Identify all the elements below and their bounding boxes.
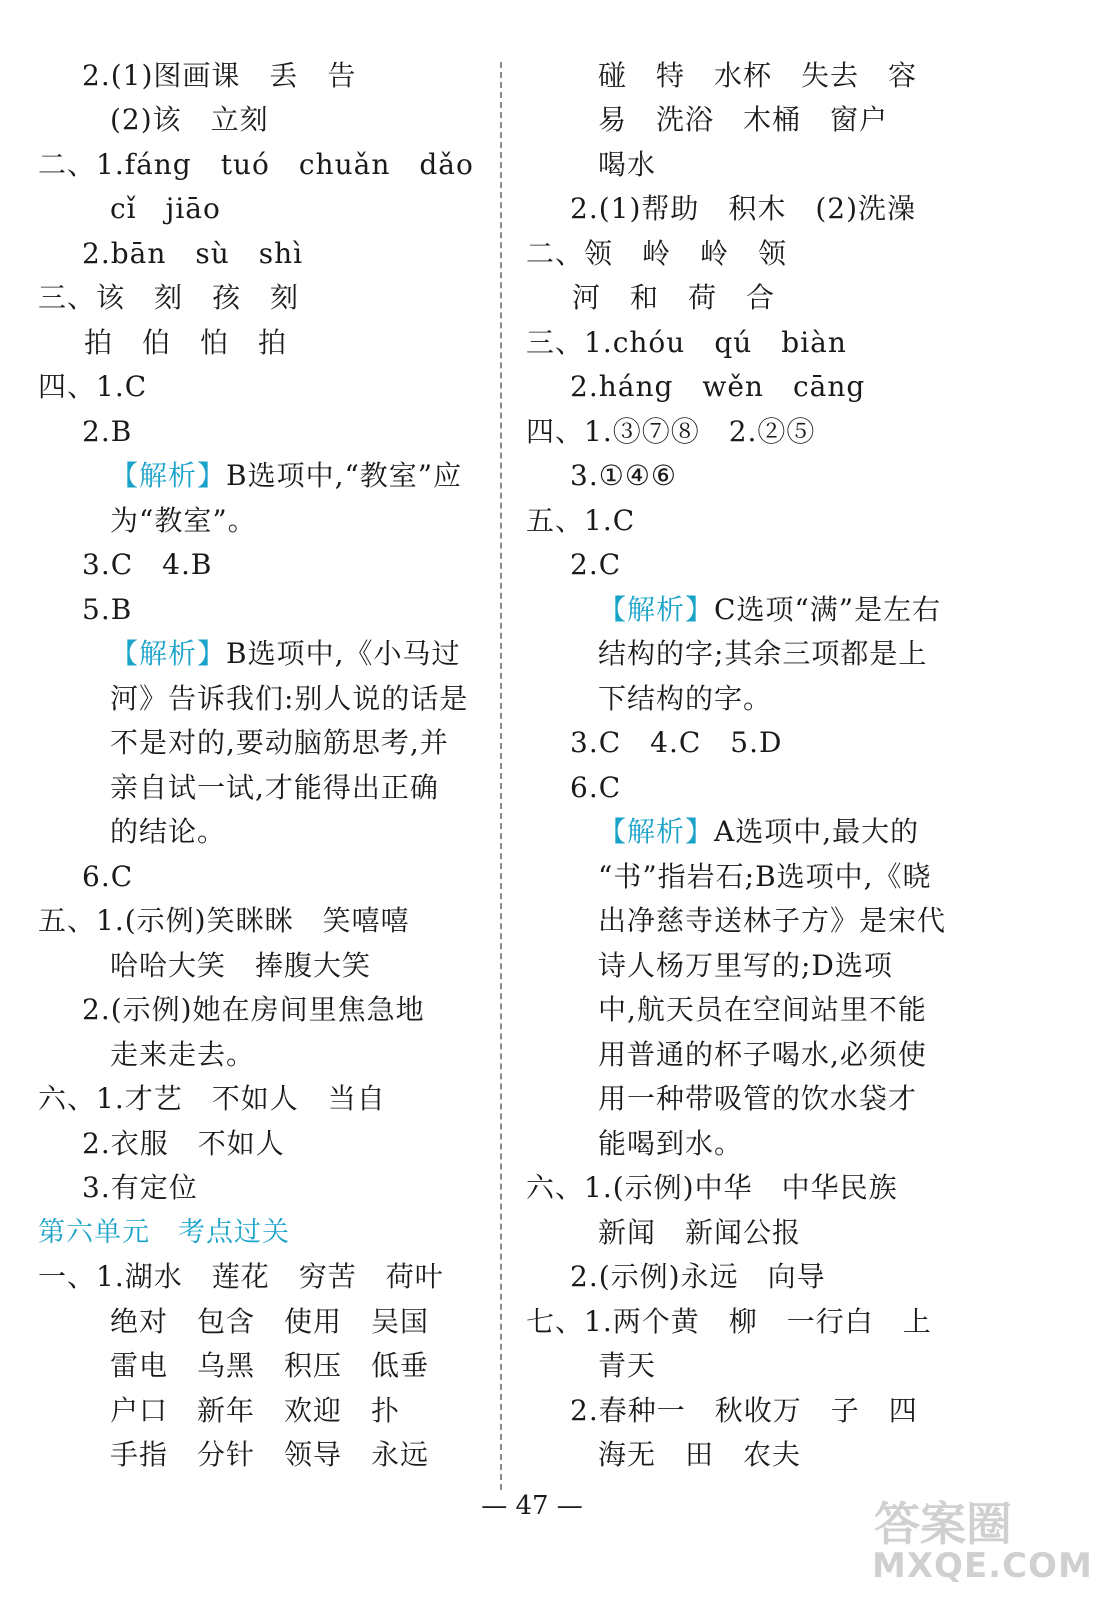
text-line: 2.(1)帮助 积木 (2)洗澡 (570, 192, 917, 225)
text-line: 二、1.fáng tuó chuǎn dǎo (38, 148, 474, 181)
analysis-text: A选项中,最大的 (714, 815, 920, 848)
text-line: 五、1.(示例)笑眯眯 笑嘻嘻 (38, 904, 410, 937)
text-line: 碰 特 水杯 失去 容 (598, 59, 918, 92)
text-line: (2)该 立刻 (110, 103, 269, 136)
section-heading: 第六单元 考点过关 (38, 1217, 290, 1248)
text-line: 一、1.湖水 莲花 穷苦 荷叶 (38, 1260, 444, 1293)
text-line: 易 洗浴 木桶 窗户 (598, 103, 889, 136)
text-line: 三、该 刻 孩 刻 (38, 281, 300, 314)
text-line: 三、1.chóu qú biàn (526, 326, 847, 359)
text-line: 出净慈寺送林子方》是宋代 (598, 904, 947, 937)
text-line: 手指 分针 领导 永远 (110, 1438, 430, 1471)
analysis-line (110, 634, 461, 674)
analysis-line (110, 456, 462, 496)
text-line: “书”指岩石;B选项中,《晓 (598, 860, 932, 893)
text-line: cǐ jiāo (110, 192, 221, 225)
text-line: 河 和 荷 合 (572, 281, 776, 314)
text-line: 为“教室”。 (110, 504, 257, 537)
text-line: 拍 伯 怕 拍 (84, 326, 288, 359)
text-line: 哈哈大笑 捧腹大笑 (110, 949, 372, 982)
text-line: 中,航天员在空间站里不能 (598, 993, 927, 1026)
text-line: 2.春种一 秋收万 子 四 (570, 1394, 918, 1427)
text-line: 6.C (82, 860, 134, 893)
text-line: 2.B (82, 415, 133, 448)
text-line: 3.C 4.C 5.D (570, 726, 783, 759)
text-line: 喝水 (598, 148, 657, 181)
text-line: 四、1.③⑦⑧ 2.②⑤ (526, 415, 816, 448)
text-line: 用普通的杯子喝水,必须使 (598, 1038, 927, 1071)
text-line: 二、领 岭 岭 领 (526, 237, 788, 270)
text-line: 亲自试一试,才能得出正确 (110, 771, 439, 804)
text-line: 2.(1)图画课 丢 告 (82, 59, 357, 92)
text-line: 2.(示例)她在房间里焦急地 (82, 993, 425, 1026)
text-line: 雷电 乌黑 积压 低垂 (110, 1349, 430, 1382)
text-line: 2.C (570, 548, 622, 581)
page-number: — 47 — (481, 1491, 583, 1521)
text-line: 六、1.(示例)中华 中华民族 (526, 1171, 898, 1204)
text-line: 的结论。 (110, 815, 227, 848)
text-line: 2.(示例)永远 向导 (570, 1260, 826, 1293)
text-line: 走来走去。 (110, 1038, 256, 1071)
analysis-text: B选项中,《小马过 (226, 637, 461, 670)
text-line: 青天 (598, 1349, 657, 1382)
watermark-url: MXQE.COM (872, 1546, 1093, 1586)
text-line: 河》告诉我们:别人说的话是 (110, 682, 469, 715)
analysis-tag: 【解析】 (598, 815, 715, 848)
analysis-tag: 【解析】 (110, 459, 227, 492)
text-line: 能喝到水。 (598, 1127, 744, 1160)
text-line: 绝对 包含 使用 吴国 (110, 1305, 430, 1338)
analysis-text: B选项中,“教室”应 (226, 459, 463, 492)
text-line: 结构的字;其余三项都是上 (598, 637, 928, 670)
analysis-line (598, 812, 919, 852)
watermark-logo (868, 1486, 1093, 1586)
text-line: 七、1.两个黄 柳 一行白 上 (526, 1305, 932, 1338)
text-line: 用一种带吸管的饮水袋才 (598, 1082, 918, 1115)
text-line: 3.C 4.B (82, 548, 213, 581)
text-line: 不是对的,要动脑筋思考,并 (110, 726, 449, 759)
text-line: 五、1.C (526, 504, 636, 537)
text-line: 六、1.才艺 不如人 当自 (38, 1082, 386, 1115)
text-line: 四、1.C (38, 370, 148, 403)
text-line: 6.C (570, 771, 622, 804)
text-line: 下结构的字。 (598, 682, 773, 715)
text-line: 新闻 新闻公报 (598, 1216, 802, 1249)
text-line: 诗人杨万里写的;D选项 (598, 949, 893, 982)
text-line: 2.衣服 不如人 (82, 1127, 285, 1160)
text-line: 3.有定位 (82, 1171, 198, 1204)
analysis-tag: 【解析】 (110, 637, 227, 670)
analysis-line (598, 590, 941, 630)
text-line: 户口 新年 欢迎 扑 (110, 1394, 401, 1427)
text-line: 2.háng wěn cāng (570, 370, 866, 403)
text-line: 2.bān sù shì (82, 237, 304, 270)
text-line: 3.①④⑥ (570, 459, 678, 492)
text-line: 5.B (82, 593, 133, 626)
watermark-text: 答案圈 (874, 1497, 1012, 1551)
text-line: 海无 田 农夫 (598, 1438, 802, 1471)
column-divider (500, 62, 502, 1490)
analysis-tag: 【解析】 (598, 593, 715, 626)
analysis-text: C选项“满”是左右 (714, 593, 942, 626)
